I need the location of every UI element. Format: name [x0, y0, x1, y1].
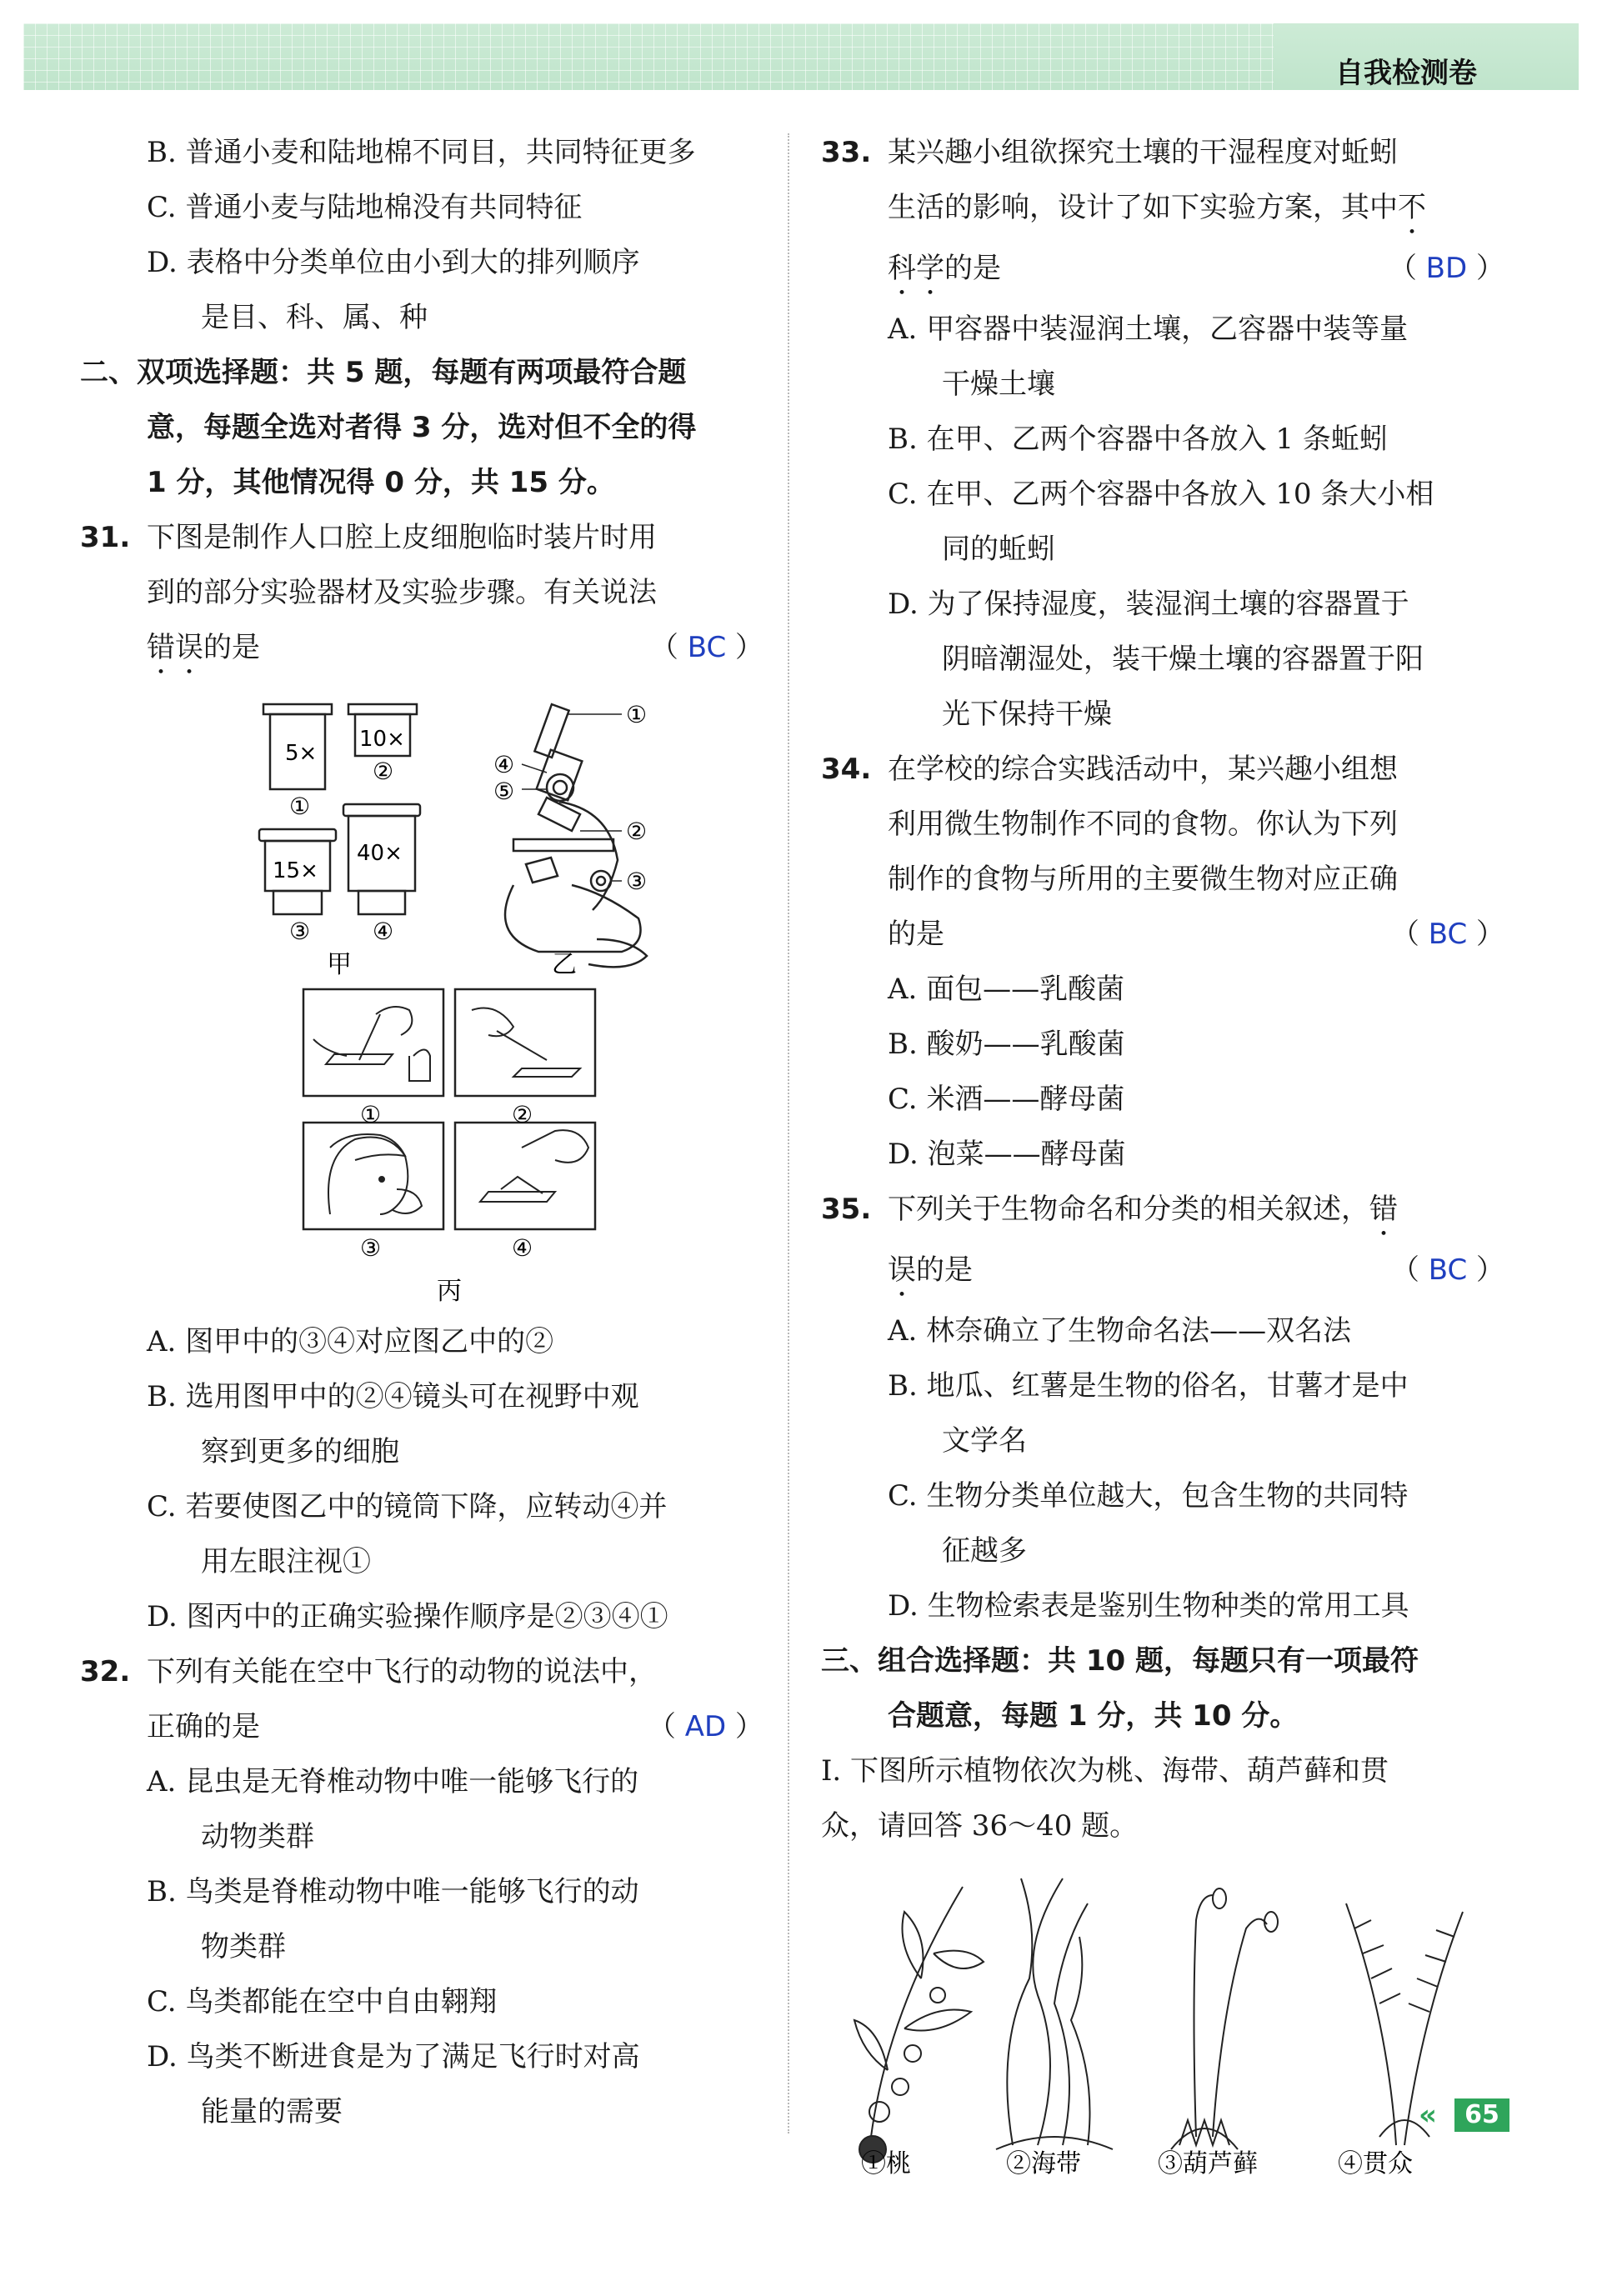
q32-stem-line1: 32. 下列有关能在空中飞行的动物的说法中，	[80, 1644, 763, 1699]
q31-option-b: B. 选用图甲中的②④镜头可在视野中观	[147, 1380, 639, 1413]
q33-option-c-cont: 同的蚯蚓	[942, 533, 1055, 566]
q35-option-b-cont: 文学名	[942, 1424, 1027, 1458]
q32-option-b: B. 鸟类是脊椎动物中唯一能够飞行的动	[147, 1875, 639, 1908]
q32-option-d: D. 鸟类不断进食是为了满足飞行时对高	[147, 2040, 640, 2073]
q31-stem-line1: 31. 下图是制作人口腔上皮细胞临时装片时用	[80, 510, 763, 565]
q34-number: 34.	[821, 753, 872, 786]
lens-10x-label: 10×	[359, 727, 405, 752]
q31-stem-line2: 到的部分实验器材及实验步骤。有关说法	[147, 576, 657, 609]
caption-jia: 甲	[327, 950, 352, 979]
plant-label-peach: ①桃	[861, 2149, 911, 2178]
step1-drawing	[313, 1007, 430, 1081]
lens-circ-4: ④	[373, 918, 394, 945]
lens-circ-2: ②	[373, 758, 394, 785]
lens-circ-3: ③	[289, 918, 311, 945]
section3-heading-line2: 合题意，每题 1 分，共 10 分。	[888, 1699, 1299, 1733]
column-divider	[788, 133, 789, 2133]
page-arrows-icon: «	[1419, 2098, 1437, 2132]
caption-bing: 丙	[437, 1277, 462, 1306]
q34-option-d: D. 泡菜——酵母菌	[888, 1138, 1126, 1171]
q32-option-d-cont: 能量的需要	[201, 2095, 343, 2128]
lens-15x-label: 15×	[273, 858, 318, 883]
q33-stem-line2: 生活的影响，设计了如下实验方案，其中不	[888, 191, 1426, 224]
q34-option-c: C. 米酒——酵母菌	[888, 1083, 1125, 1116]
q30-option-c: C. 普通小麦与陆地棉没有共同特征	[147, 191, 583, 224]
plants-figure	[821, 1862, 1504, 2178]
q31-option-c-cont: 用左眼注视①	[201, 1545, 371, 1578]
micro-circ-5: ⑤	[493, 778, 515, 805]
right-column	[821, 125, 1504, 2178]
lens-circ-1: ①	[289, 793, 311, 820]
part1-intro-line1: Ⅰ. 下图所示植物依次为桃、海带、葫芦藓和贯	[821, 1754, 1389, 1788]
q33-option-a: A. 甲容器中装湿润土壤，乙容器中装等量	[888, 313, 1409, 346]
q32-stem-line2: 正确的是 （ AD ）	[80, 1699, 763, 1754]
q32-option-b-cont: 物类群	[201, 1930, 286, 1963]
q35-option-c: C. 生物分类单位越大，包含生物的共同特	[888, 1479, 1409, 1513]
q35-stem-line2: 误的是 （ BC ）	[821, 1243, 1504, 1303]
q33-stem-line1: 33. 某兴趣小组欲探究土壤的干湿程度对蚯蚓	[821, 125, 1504, 180]
q31-option-b-cont: 察到更多的细胞	[201, 1435, 399, 1468]
q32-answer: （ AD ）	[647, 1710, 763, 1743]
part1-intro-line2: 众，请回答 36～40 题。	[821, 1809, 1139, 1843]
q33-stem-line3: 科学的是 （ BD ）	[821, 241, 1504, 302]
plant-label-kelp: ②海带	[1006, 2149, 1081, 2178]
q35-answer: （ BC ）	[1390, 1253, 1504, 1287]
header-grid-pattern	[23, 23, 1274, 90]
plant-label-fern: ④贯众	[1338, 2149, 1413, 2178]
q35-option-a: A. 林奈确立了生物命名法——双名法	[888, 1314, 1352, 1348]
q33-option-d-cont1: 阴暗潮湿处，装干燥土壤的容器置于阳	[942, 643, 1424, 676]
step2-drawing	[472, 1008, 580, 1078]
fern-drawing	[1346, 1903, 1463, 2145]
q35-option-b: B. 地瓜、红薯是生物的俗名，甘薯才是中	[888, 1369, 1409, 1403]
q33-option-a-cont: 干燥土壤	[942, 368, 1055, 401]
q32-option-a-cont: 动物类群	[201, 1820, 314, 1853]
q33-number: 33.	[821, 136, 872, 169]
q34-answer: （ BC ）	[1390, 918, 1504, 951]
step-circ-4: ④	[512, 1234, 533, 1262]
q32-option-a: A. 昆虫是无脊椎动物中唯一能够飞行的	[147, 1765, 639, 1798]
section2-heading-line2: 意，每题全选对者得 3 分，选对但不全的得	[147, 411, 697, 444]
q30-option-d: D. 表格中分类单位由小到大的排列顺序	[147, 246, 640, 279]
micro-circ-4: ④	[493, 751, 515, 778]
step-circ-3: ③	[360, 1234, 382, 1262]
q35-option-d: D. 生物检索表是鉴别生物种类的常用工具	[888, 1589, 1409, 1623]
q31-option-c: C. 若要使图乙中的镜筒下降，应转动④并	[147, 1490, 668, 1523]
q31-answer: （ BC ）	[649, 631, 763, 664]
lens-40x-label: 40×	[357, 841, 403, 866]
q30-option-b: B. 普通小麦和陆地棉不同目，共同特征更多	[147, 136, 696, 169]
q30-option-d-cont: 是目、科、属、种	[201, 301, 428, 334]
peach-branch-drawing	[854, 1887, 984, 2163]
moss-drawing	[1171, 1888, 1278, 2149]
q33-option-c: C. 在甲、乙两个容器中各放入 10 条大小相	[888, 478, 1434, 511]
q32-option-c: C. 鸟类都能在空中自由翱翔	[147, 1985, 498, 2018]
q35-number: 35.	[821, 1193, 872, 1226]
page-header-title: 自我检测卷	[1335, 57, 1477, 90]
step3-drawing	[328, 1134, 422, 1214]
q31-option-d: D. 图丙中的正确实验操作顺序是②③④①	[147, 1600, 668, 1633]
step-circ-2: ②	[512, 1101, 533, 1128]
q31-stem-line3: 错误的是 （ BC ）	[80, 620, 763, 681]
q31-number: 31.	[80, 521, 131, 554]
q35-option-c-cont: 征越多	[942, 1534, 1027, 1568]
lens-5x-label: 5×	[285, 741, 318, 766]
step-panels	[303, 989, 595, 1229]
plant-label-moss: ③葫芦藓	[1158, 2149, 1258, 2178]
q31-option-a: A. 图甲中的③④对应图乙中的②	[147, 1325, 554, 1358]
q31-figure	[80, 681, 763, 1314]
left-column	[80, 125, 763, 2139]
q34-stem-line1: 34. 在学校的综合实践活动中，某兴趣小组想	[821, 742, 1504, 797]
micro-circ-3: ③	[626, 868, 648, 895]
q34-stem-line2: 利用微生物制作不同的食物。你认为下列	[888, 808, 1398, 841]
q35-stem-line1: 35. 下列关于生物命名和分类的相关叙述，错	[821, 1182, 1504, 1243]
plants-figure-svg	[821, 1862, 1504, 2178]
q34-option-a: A. 面包——乳酸菌	[888, 973, 1125, 1006]
micro-circ-2: ②	[626, 818, 648, 845]
micro-circ-1: ①	[626, 701, 648, 728]
q33-option-d: D. 为了保持湿度，装湿润土壤的容器置于	[888, 588, 1409, 621]
step-circ-1: ①	[360, 1101, 382, 1128]
section2-heading-line1: 二、双项选择题：共 5 题，每题有两项最符合题	[80, 356, 687, 389]
q33-answer: （ BD ）	[1388, 252, 1504, 285]
section2-heading-line3: 1 分，其他情况得 0 分，共 15 分。	[147, 466, 615, 499]
caption-yi: 乙	[552, 950, 577, 979]
q34-stem-line3: 制作的食物与所用的主要微生物对应正确	[888, 863, 1398, 896]
step4-drawing	[480, 1130, 588, 1202]
section3-heading-line1: 三、组合选择题：共 10 题，每题只有一项最符	[821, 1644, 1419, 1678]
q33-option-d-cont2: 光下保持干燥	[942, 698, 1112, 731]
q33-option-b: B. 在甲、乙两个容器中各放入 1 条蚯蚓	[888, 423, 1388, 456]
q31-figure-svg	[80, 681, 763, 1314]
q34-stem-line4: 的是 （ BC ）	[821, 907, 1504, 962]
kelp-drawing	[996, 1878, 1113, 2149]
q32-number: 32.	[80, 1655, 131, 1688]
page-number: 65	[1454, 2098, 1509, 2132]
q34-option-b: B. 酸奶——乳酸菌	[888, 1028, 1125, 1061]
